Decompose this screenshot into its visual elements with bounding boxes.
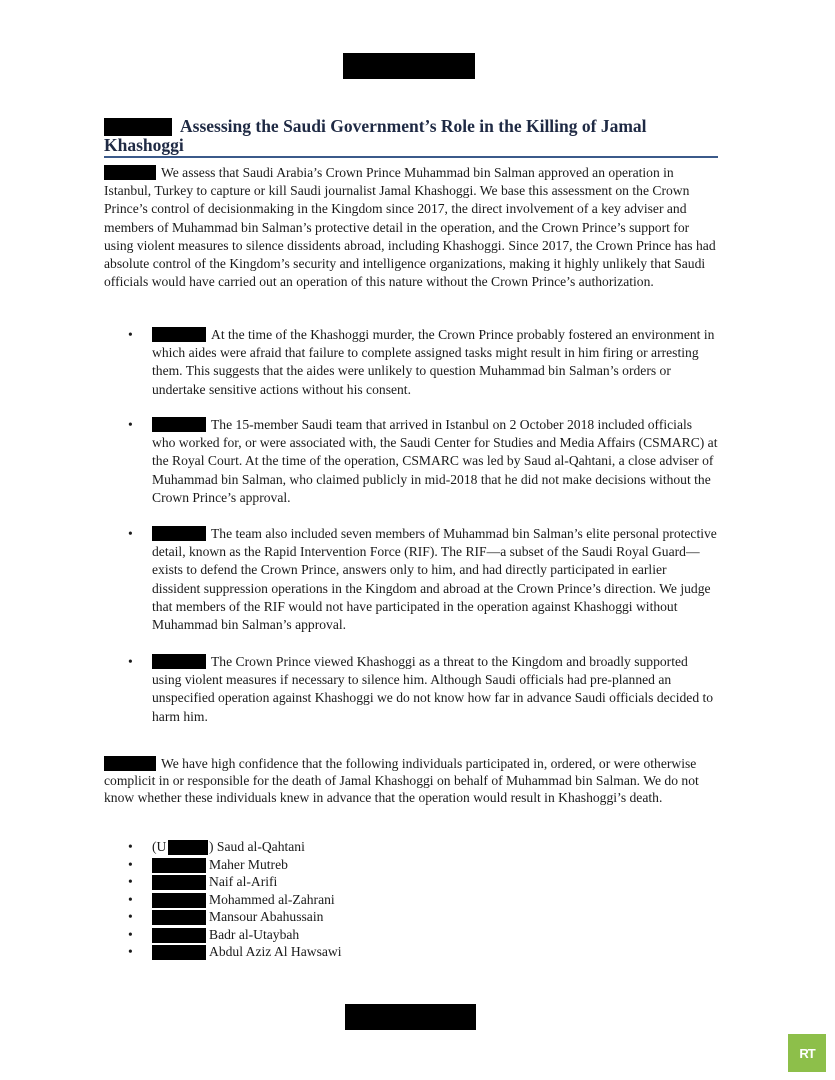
redaction bbox=[168, 840, 208, 855]
name-text: ) Saud al-Qahtani bbox=[209, 839, 305, 854]
confidence-paragraph bbox=[104, 755, 720, 806]
redaction bbox=[152, 893, 206, 908]
redaction bbox=[104, 756, 156, 771]
bullet-dot: • bbox=[128, 526, 133, 541]
intro-paragraph bbox=[104, 164, 720, 291]
bullet-dot: • bbox=[128, 874, 133, 889]
redaction bbox=[152, 910, 206, 925]
redaction-bar-bottom bbox=[345, 1004, 476, 1030]
bullet-text: At the time of the Khashoggi murder, the Crown Prince probably fostered an environment in which aides were afraid that failure to complete assigned tasks might result in him firing or arresting them. This suggests that the aides were unlikely to question Muhammad bin Salman’s orders or undertake sensitive actions without his consent. bbox=[152, 327, 715, 397]
title-line-2: Khashoggi bbox=[104, 135, 184, 155]
bullet-dot: • bbox=[128, 909, 133, 924]
bullet-dot: • bbox=[128, 926, 133, 942]
name-text: Badr al-Utaybah bbox=[209, 926, 300, 942]
redaction bbox=[152, 858, 206, 873]
redaction bbox=[152, 928, 206, 943]
title-rule bbox=[104, 156, 718, 158]
redaction bbox=[104, 165, 156, 180]
title-line-1: Assessing the Saudi Government’s Role in the Killing of Jamal bbox=[180, 116, 647, 136]
name-text: Naif al-Arifi bbox=[209, 874, 278, 889]
redaction bbox=[152, 654, 206, 669]
redaction-bar-top bbox=[343, 53, 475, 79]
bullet-dot: • bbox=[128, 327, 133, 342]
name-text: Mohammed al-Zahrani bbox=[209, 891, 335, 907]
confidence-text: We have high confidence that the following individuals participated in, ordered, or were otherwise complicit in or responsible for the death of Jamal Khashoggi on behalf of Muhammad bin Salman. We do not know whether these individuals knew in advance that the operation would result in Khashoggi’s death. bbox=[104, 756, 699, 805]
redaction bbox=[152, 945, 206, 960]
bullet-dot: • bbox=[128, 654, 133, 669]
bullet-dot: • bbox=[128, 891, 133, 907]
redaction bbox=[152, 417, 206, 432]
redaction bbox=[152, 875, 206, 890]
rt-logo bbox=[788, 1034, 826, 1072]
bullet-dot: • bbox=[128, 839, 133, 854]
redaction bbox=[152, 327, 206, 342]
bullet-text: The team also included seven members of Muhammad bin Salman’s elite personal protective detail, known as the Rapid Intervention Force (RIF). The RIF—a subset of the Saudi Royal Guard—exists to defend the Crown Prince, answers only to him, and had directly participated in earlier dissident suppression operations in the Kingdom and abroad at the Crown Prince’s direction. We judge that members of the RIF would not have participated in the operation against Khashoggi without Muhammad bin Salman’s approval. bbox=[152, 526, 717, 633]
name-text: Maher Mutreb bbox=[209, 856, 288, 872]
name-text: Abdul Aziz Al Hawsawi bbox=[209, 944, 342, 959]
logo-text: RT bbox=[799, 1045, 815, 1061]
name-text: Mansour Abahussain bbox=[209, 909, 324, 924]
redaction bbox=[152, 526, 206, 541]
bullet-text: The 15-member Saudi team that arrived in Istanbul on 2 October 2018 included officials who worked for, or were associated with, the Saudi Center for Studies and Media Affairs (CSMARC) at the Royal Court. At the time of the operation, CSMARC was led by Saud al-Qahtani, a close adviser of Muhammad bin Salman, who claimed publicly in mid-2018 that he did not make decisions without the Crown Prince’s approval. bbox=[152, 417, 718, 505]
bullet-dot: • bbox=[128, 944, 133, 959]
bullet-text: The Crown Prince viewed Khashoggi as a threat to the Kingdom and broadly supported using violent measures if necessary to silence him. Although Saudi officials had pre-planned an unspecified operation against Khashoggi we do not know how far in advance Saudi officials decided to harm him. bbox=[152, 654, 714, 724]
bullet-dot: • bbox=[128, 856, 133, 872]
intro-text: We assess that Saudi Arabia’s Crown Prince Muhammad bin Salman approved an operation in Istanbul, Turkey to capture or kill Saudi journalist Jamal Khashoggi. We base this assessment on the Crown Prince’s control of decisionmaking in the Kingdom since 2017, the direct involvement of a key adviser and members of Muhammad bin Salman’s protective detail in the operation, and the Crown Prince’s support for using violent measures to silence dissidents abroad, including Khashoggi. Since 2017, the Crown Prince has had absolute control of the Kingdom’s security and intelligence organizations, making it highly unlikely that Saudi officials would have carried out an operation of this nature without the Crown Prince’s authorization. bbox=[104, 165, 716, 290]
classification-prefix: (U bbox=[152, 839, 167, 854]
bullet-dot: • bbox=[128, 417, 133, 432]
page-title bbox=[104, 117, 718, 155]
